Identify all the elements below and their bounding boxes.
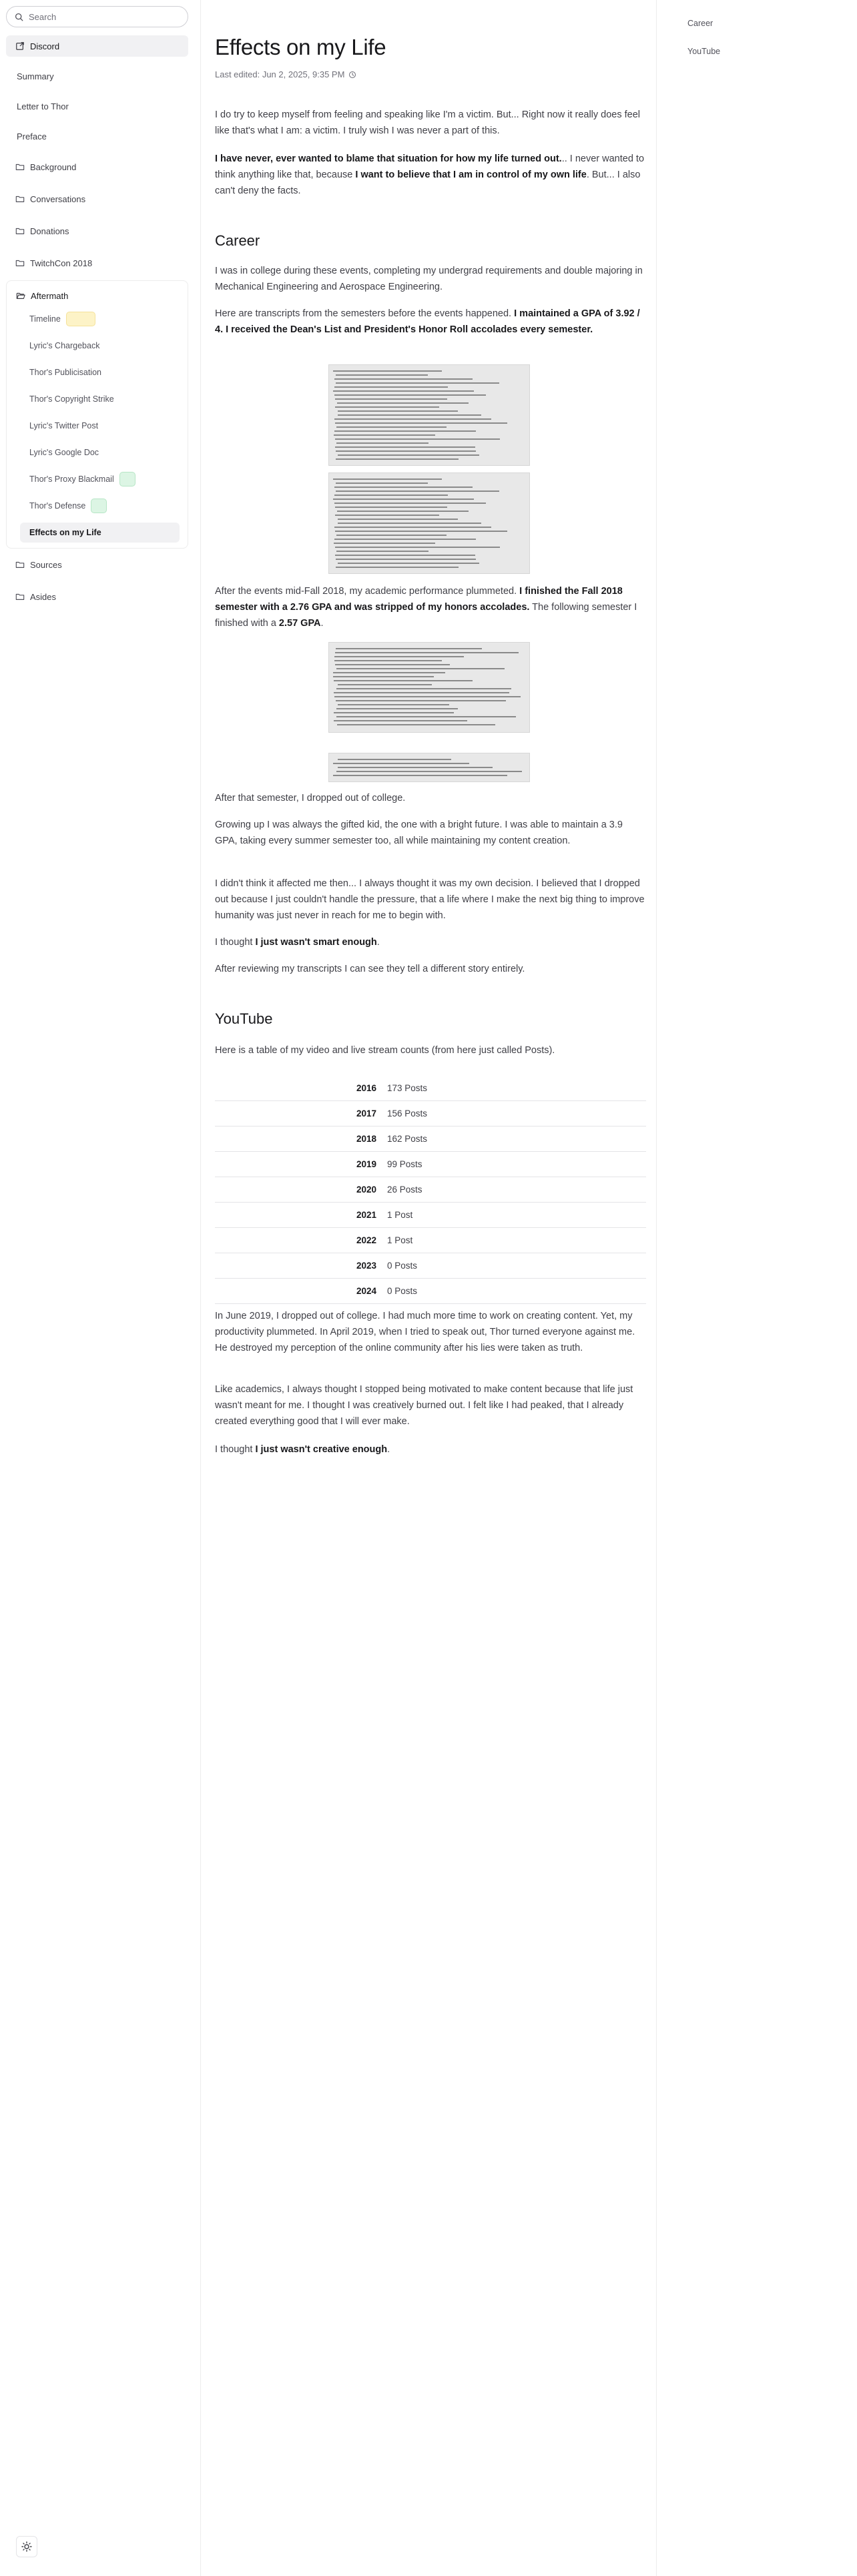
transcript-image-fall-2018 (328, 642, 530, 733)
table-cell-year: 2017 (356, 1108, 376, 1118)
transcript-image-continued (328, 753, 530, 782)
sidebar-item-effects-on-my-life[interactable] (20, 523, 180, 543)
paragraph: In June 2019, I dropped out of college. I had much more time to work on creating content. Yet, my productivity plummeted. In April 2019, when I tried to speak out, Thor turned everyone against me. He destroyed my perception of the online community after his lies were taken as truth. (215, 1311, 635, 1353)
table-row (215, 1228, 646, 1253)
folder-icon (15, 162, 25, 172)
paragraph: I do try to keep myself from feeling and speaking like I'm a victim. But... Right now it really does feel like that's what I am: a victim. I truly wish I was never a part of this. (215, 109, 641, 136)
text: The following semester I finished with a (215, 602, 637, 629)
search-box[interactable] (6, 6, 188, 27)
table-cell-count: 173 Posts (387, 1083, 428, 1093)
sidebar-item-discord[interactable] (6, 35, 188, 57)
sidebar-folder-twitchcon-2018[interactable] (6, 252, 188, 274)
status-badge (119, 472, 135, 487)
sidebar-item-letter-to-thor[interactable] (6, 95, 188, 117)
sidebar-folder-donations[interactable] (6, 220, 188, 242)
folder-icon (15, 194, 25, 204)
sidebar-item-label: Asides (30, 591, 57, 602)
paragraph: Like academics, I always thought I stopped being motivated to make content because that life just wasn't meant for me. I thought I was creatively burned out. I felt like I had peaked, that I already created everything good that I will ever make. (215, 1384, 633, 1427)
sidebar-item-thors-proxy-blackmail[interactable] (7, 469, 166, 489)
sidebar-folder-sources[interactable] (6, 554, 188, 575)
sidebar (0, 0, 201, 2576)
table-cell-year: 2016 (356, 1083, 376, 1093)
sidebar-item-label: Timeline (29, 314, 61, 324)
text: . (320, 618, 324, 629)
sidebar-item-thors-defense[interactable] (7, 496, 166, 516)
section-heading-career: Career (215, 232, 260, 249)
sidebar-item-summary[interactable] (6, 65, 188, 87)
sidebar-item-lyrics-google-doc[interactable] (7, 442, 166, 462)
status-badge (91, 499, 107, 513)
table-cell-count: 0 Posts (387, 1261, 418, 1271)
theme-toggle-button[interactable] (16, 2536, 37, 2557)
emphasis: I want to believe that I am in control of my own life (355, 170, 587, 180)
paragraph: Growing up I was always the gifted kid, the one with a bright future. I was able to maintain a 3.9 GPA, taking every summer semester too, all while maintaining my content creation. (215, 820, 623, 846)
table-cell-year: 2021 (356, 1210, 376, 1220)
sidebar-item-label: Lyric's Google Doc (29, 448, 99, 457)
sidebar-item-lyrics-twitter-post[interactable] (7, 416, 166, 436)
paragraph: After that semester, I dropped out of college. (215, 793, 406, 803)
table-row (215, 1203, 646, 1228)
sidebar-item-label: Aftermath (31, 290, 69, 301)
table-row (215, 1152, 646, 1177)
sidebar-item-label: Sources (30, 559, 62, 570)
text: I thought (215, 937, 256, 948)
sidebar-item-label: Lyric's Twitter Post (29, 421, 99, 430)
table-row (215, 1279, 646, 1304)
paragraph (215, 934, 646, 950)
table-cell-count: 26 Posts (387, 1185, 422, 1195)
transcript-image-2018 (328, 472, 530, 574)
search-input[interactable] (29, 12, 176, 22)
sidebar-folder-conversations[interactable] (6, 188, 188, 210)
text: . (387, 1444, 390, 1455)
table-row (215, 1101, 646, 1126)
status-badge (66, 312, 95, 326)
emphasis: 2.57 GPA (278, 618, 321, 629)
text: . (376, 937, 380, 948)
text: Here are transcripts from the semesters before the events happened. (215, 308, 515, 319)
sidebar-item-label: Lyric's Chargeback (29, 341, 100, 350)
sidebar-folder-group-aftermath (6, 280, 188, 549)
folder-icon (15, 258, 25, 268)
sidebar-item-label: TwitchCon 2018 (30, 258, 93, 268)
sidebar-folder-aftermath[interactable] (7, 285, 188, 306)
emphasis: I just wasn't creative enough (255, 1444, 388, 1455)
folder-icon (15, 592, 25, 601)
paragraph: I was in college during these events, completing my undergrad requirements and double majoring in Mechanical Engineering and Aerospace Engineering. (215, 266, 643, 292)
table-cell-count: 1 Post (387, 1210, 413, 1220)
table-cell-year: 2024 (356, 1286, 376, 1296)
sidebar-item-label: Thor's Proxy Blackmail (29, 474, 114, 484)
paragraph: Here is a table of my video and live stream counts (from here just called Posts). (215, 1045, 555, 1056)
folder-open-icon (16, 291, 25, 300)
sidebar-item-label: Thor's Publicisation (29, 368, 101, 377)
folder-icon (15, 560, 25, 569)
table-row (215, 1126, 646, 1152)
toc-link-career[interactable]: Career (687, 19, 713, 28)
table-row (215, 1076, 646, 1101)
folder-icon (15, 226, 25, 236)
emphasis: I have never, ever wanted to blame that situation for how my life turned out. (215, 153, 562, 164)
sidebar-item-thors-copyright-strike[interactable] (7, 389, 166, 409)
last-edited (215, 69, 356, 79)
toc-link-youtube[interactable]: YouTube (687, 47, 721, 56)
sidebar-item-lyrics-chargeback[interactable] (7, 336, 166, 356)
text: . But... I also can't deny the facts. (215, 170, 641, 196)
paragraph (215, 583, 646, 631)
sidebar-item-label: Effects on my Life (29, 528, 101, 537)
table-cell-count: 162 Posts (387, 1134, 428, 1144)
table-cell-count: 0 Posts (387, 1286, 418, 1296)
text: .. I never wanted to think anything like that, because (215, 153, 645, 180)
post-count-table (215, 1076, 646, 1304)
search-icon (15, 13, 23, 21)
table-row (215, 1177, 646, 1203)
sidebar-item-label: Conversations (30, 194, 86, 204)
history-icon[interactable] (348, 71, 356, 79)
paragraph (215, 1441, 646, 1458)
sidebar-item-label: Background (30, 162, 77, 172)
table-cell-year: 2018 (356, 1134, 376, 1144)
sidebar-folder-asides[interactable] (6, 586, 188, 607)
sidebar-item-label: Letter to Thor (17, 101, 69, 111)
sidebar-item-preface[interactable] (6, 125, 188, 147)
emphasis: I finished the Fall 2018 semester with a 2.76 GPA and was stripped of my honors accolades. (215, 586, 623, 613)
sidebar-item-label: Thor's Defense (29, 501, 86, 511)
last-edited-text: Last edited: Jun 2, 2025, 9:35 PM (215, 69, 345, 79)
sidebar-item-label: Preface (17, 131, 47, 141)
main-content (202, 0, 657, 2576)
table-cell-year: 2022 (356, 1235, 376, 1245)
sidebar-item-thors-publicisation[interactable] (7, 362, 166, 382)
emphasis: I just wasn't smart enough (255, 937, 377, 948)
transcript-image-2017 (328, 364, 530, 466)
sidebar-item-label: Donations (30, 226, 69, 236)
paragraph (215, 151, 646, 199)
sidebar-item-timeline[interactable] (7, 309, 166, 329)
table-cell-count: 156 Posts (387, 1108, 428, 1118)
external-link-icon (15, 41, 25, 51)
paragraph: After reviewing my transcripts I can see they tell a different story entirely. (215, 964, 525, 974)
sidebar-item-label: Discord (30, 41, 60, 51)
sidebar-item-label: Summary (17, 71, 54, 81)
paragraph (215, 306, 646, 338)
table-cell-year: 2023 (356, 1261, 376, 1271)
page-title: Effects on my Life (215, 35, 386, 59)
sidebar-item-label: Thor's Copyright Strike (29, 394, 114, 404)
text: I thought (215, 1444, 256, 1455)
table-cell-year: 2019 (356, 1159, 376, 1169)
section-heading-youtube: YouTube (215, 1010, 273, 1027)
paragraph: I didn't think it affected me then... I always thought it was my own decision. I believed that I dropped out because I just couldn't handle the pressure, that a life where I make the next big thing to improve humanity was just never in reach for me to begin with. (215, 878, 645, 921)
emphasis: I maintained a GPA of 3.92 / 4. I received the Dean's List and President's Honor Roll accolades every semester. (215, 308, 640, 335)
table-cell-count: 99 Posts (387, 1159, 422, 1169)
table-row (215, 1253, 646, 1279)
table-cell-count: 1 Post (387, 1235, 413, 1245)
sun-icon (21, 2541, 32, 2552)
sidebar-folder-background[interactable] (6, 156, 188, 178)
text: After the events mid-Fall 2018, my academic performance plummeted. (215, 586, 520, 597)
table-cell-year: 2020 (356, 1185, 376, 1195)
